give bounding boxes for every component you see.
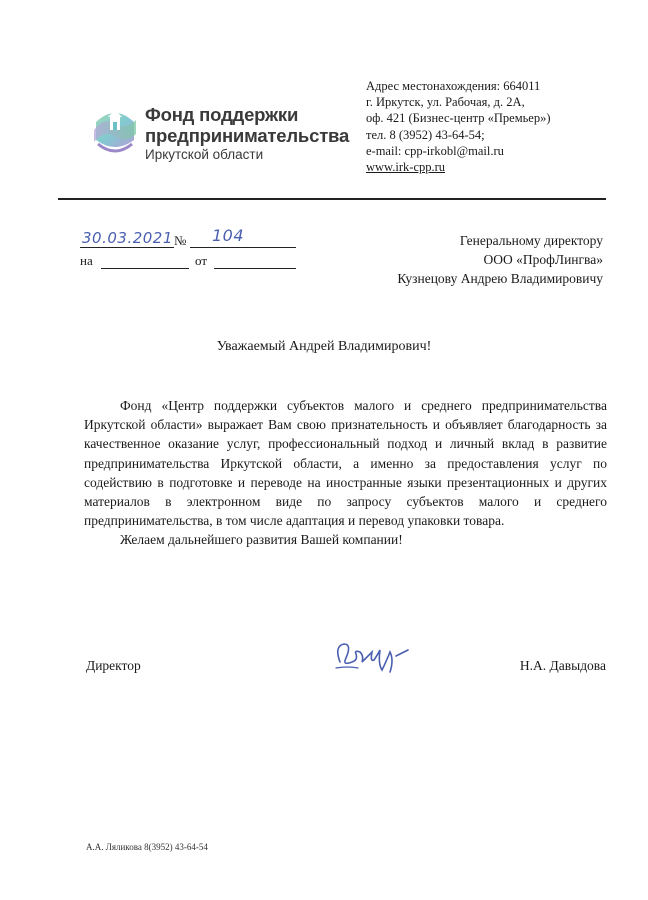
date-line <box>80 247 174 248</box>
address-line: оф. 421 (Бизнес-центр «Премьер») <box>366 111 551 126</box>
address-line: г. Иркутск, ул. Рабочая, д. 2А, <box>366 95 525 110</box>
ot-line <box>214 268 296 269</box>
letter-body <box>84 396 607 550</box>
org-name <box>145 104 349 163</box>
phone: тел. 8 (3952) 43-64-54; <box>366 127 485 142</box>
number-line <box>190 247 296 248</box>
ot-label: от <box>195 253 208 268</box>
org-address-block <box>366 78 551 175</box>
addressee-line: ООО «ПрофЛингва» <box>483 252 603 267</box>
fund-logo-icon <box>92 100 138 158</box>
body-paragraph: Фонд «Центр поддержки субъектов малого и среднего предпринимательства Иркутской области» выражает Вам свою признательность и объявляет благодарность за качественное оказание услуг, профессиональный подход и личный вклад в развитие предпринимательства Иркутской области, а именно за предоставления услуг по содействию в подготовке и переводе на иностранные языки презентационных и других материалов в электронном виде по запросу субъектов малого и среднего предпринимательства, в том числе адаптация и перевод упаковки товара. <box>84 398 607 529</box>
signatory-name: Н.А. Давыдова <box>519 658 606 673</box>
date-handwritten: 30.03.2021 <box>82 229 173 247</box>
handwritten-signature-icon <box>328 632 418 680</box>
address-line: Адрес местонахождения: 664011 <box>366 79 541 93</box>
body-paragraph: Желаем дальнейшего развития Вашей компании! <box>120 532 403 548</box>
org-name-line2: предпринимательства <box>145 125 350 146</box>
signatory-title: Директор <box>86 658 141 673</box>
greeting: Уважаемый Андрей Владимирович! <box>216 339 432 354</box>
website-link[interactable]: www.irk-cpp.ru <box>366 160 446 175</box>
addressee-line: Генеральному директору <box>459 233 603 248</box>
na-label: на <box>80 253 93 268</box>
number-sign: № <box>174 233 187 248</box>
addressee-block <box>397 231 603 288</box>
number-handwritten: 104 <box>212 226 245 245</box>
email: e-mail: cpp-irkobl@mail.ru <box>366 143 504 158</box>
executor-footer: А.А. Ляликова 8(3952) 43-64-54 <box>86 842 208 852</box>
org-name-line3: Иркутской области <box>145 147 264 162</box>
addressee-line: Кузнецову Андрею Владимировичу <box>397 271 603 286</box>
header-divider <box>58 198 606 200</box>
na-line <box>101 268 189 269</box>
org-name-line1: Фонд поддержки <box>145 104 299 125</box>
